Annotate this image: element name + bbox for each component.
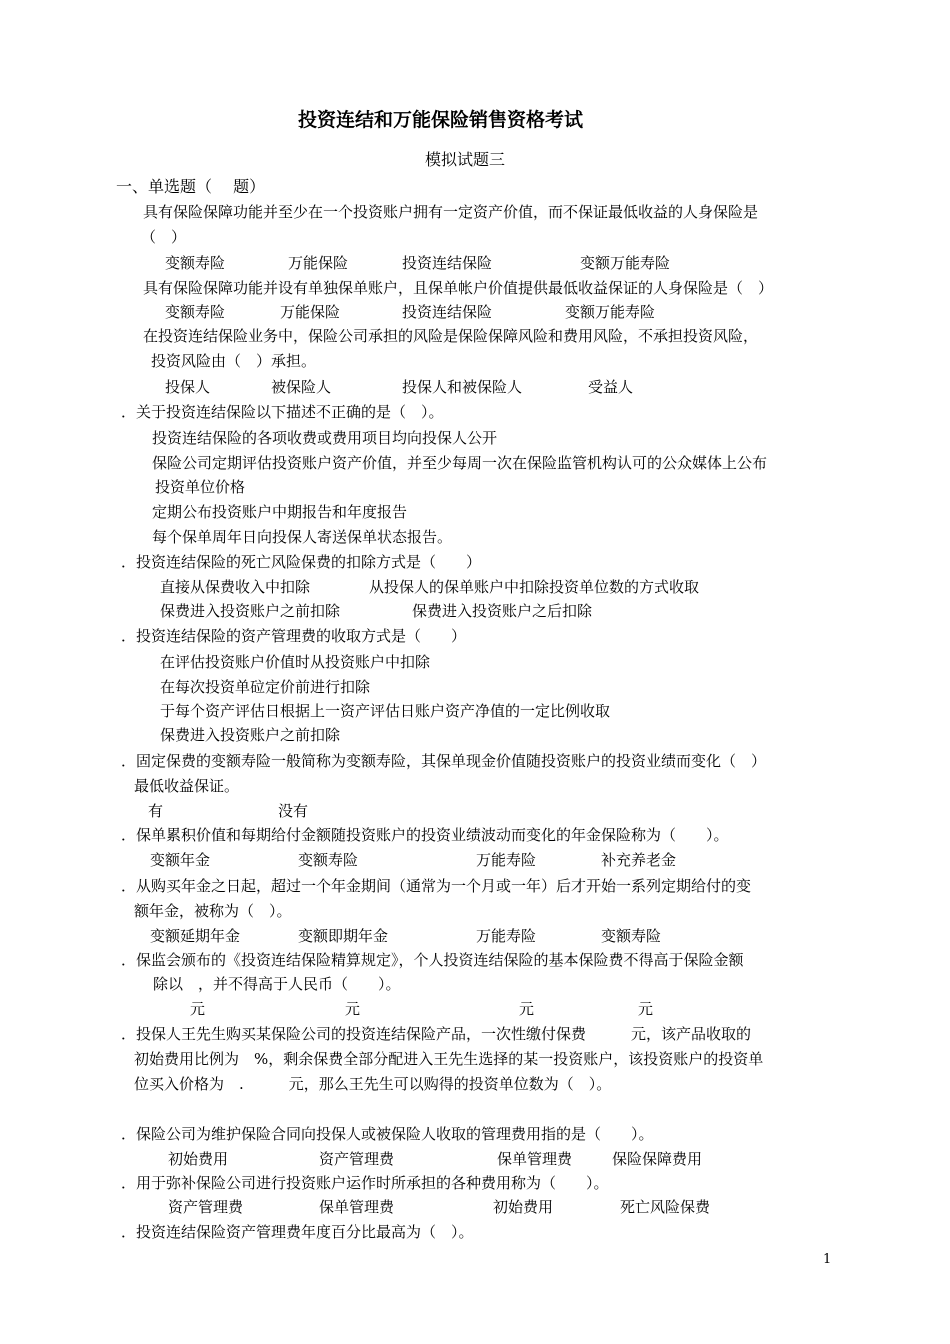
option-text: 资产管理费 xyxy=(319,1150,395,1168)
option-text: 投资连结保险 xyxy=(402,254,493,272)
page-number: 1 xyxy=(823,1252,832,1267)
question-text: ．投资连结保险的资产管理费的收取方式是（ ） xyxy=(121,627,467,645)
option-text: 投保人和被保险人 xyxy=(402,378,523,396)
option-text: 初始费用 xyxy=(168,1150,229,1168)
option-text: 直接从保费收入中扣除 xyxy=(160,578,311,596)
question-text: ．投保人王先生购买某保险公司的投资连结保险产品，一次性缴付保费 元，该产品收取的 xyxy=(121,1025,752,1043)
option-text: 没有 xyxy=(278,802,309,820)
question-text: ．固定保费的变额寿险一般简称为变额寿险，其保单现金价值随投资账户的投资业绩而变化（ ） xyxy=(121,752,767,770)
option-text: 保费进入投资账户之前扣除 xyxy=(160,602,341,620)
question-text: 位买入价格为 . 元，那么王先生可以购得的投资单位数为（ ）。 xyxy=(134,1075,612,1093)
option-text: 变额万能寿险 xyxy=(580,254,671,272)
option-text: 保单管理费 xyxy=(319,1198,395,1216)
option-text: 元 xyxy=(519,1000,535,1018)
question-text: ．投资连结保险的死亡风险保费的扣除方式是（ ） xyxy=(121,553,482,571)
option-text: 有 xyxy=(148,802,164,820)
option-text: 万能寿险 xyxy=(476,851,537,869)
option-text: 投资连结保险 xyxy=(402,303,493,321)
option-text: 保险公司定期评估投资账户资产价值，并至少每周一次在保险监管机构认可的公众媒体上公布 xyxy=(152,454,768,472)
question-text: 投资风险由（ ）承担。 xyxy=(151,352,317,370)
option-text: 补充养老金 xyxy=(601,851,677,869)
page-title: 投资连结和万能保险销售资格考试 xyxy=(298,109,584,131)
option-text: 每个保单周年日向投保人寄送保单状态报告。 xyxy=(152,528,453,546)
option-text: 被保险人 xyxy=(271,378,332,396)
option-text: 保险保障费用 xyxy=(612,1150,703,1168)
question-text: 额年金，被称为（ ）。 xyxy=(134,902,292,920)
option-text: 万能保险 xyxy=(280,303,341,321)
option-text: 变额寿险 xyxy=(165,254,226,272)
option-text: 元 xyxy=(190,1000,206,1018)
page-subtitle: 模拟试题三 xyxy=(425,150,506,169)
option-text: 元 xyxy=(638,1000,654,1018)
question-text: 初始费用比例为 %，剩余保费全部分配进入王先生选择的某一投资账户，该投资账户的投资单 xyxy=(134,1050,764,1068)
option-text: 从投保人的保单账户中扣除投资单位数的方式收取 xyxy=(369,578,700,596)
option-text: 变额寿险 xyxy=(601,927,662,945)
option-text: 受益人 xyxy=(588,378,634,396)
question-text: ．保单累积价值和每期给付金额随投资账户的投资业绩波动而变化的年金保险称为（ ）。 xyxy=(121,826,729,844)
option-text: 资产管理费 xyxy=(168,1198,244,1216)
option-text: 变额延期年金 xyxy=(150,927,241,945)
option-text: 保费进入投资账户之后扣除 xyxy=(412,602,593,620)
question-text: （ ） xyxy=(141,228,187,246)
option-text: 定期公布投资账户中期报告和年度报告 xyxy=(152,503,408,521)
section-header: 一、单选题（ 题） xyxy=(116,177,266,196)
question-text: 除以 ，并不得高于人民币（ ）。 xyxy=(153,975,401,993)
option-text: 变额寿险 xyxy=(165,303,226,321)
option-text: 保单管理费 xyxy=(497,1150,573,1168)
question-text: 具有保险保障功能并至少在一个投资账户拥有一定资产价值，而不保证最低收益的人身保险是 xyxy=(143,203,759,221)
option-text: 变额万能寿险 xyxy=(565,303,656,321)
question-text: ．投资连结保险资产管理费年度百分比最高为（ ）。 xyxy=(121,1223,474,1241)
question-text: ．用于弥补保险公司进行投资账户运作时所承担的各种费用称为（ ）。 xyxy=(121,1174,609,1192)
option-text: 初始费用 xyxy=(493,1198,554,1216)
option-text: 变额寿险 xyxy=(298,851,359,869)
question-text: ．从购买年金之日起，超过一个年金期间（通常为一个月或一年）后才开始一系列定期给付的变 xyxy=(121,877,752,895)
option-text: 投资连结保险的各项收费或费用项目均向投保人公开 xyxy=(152,429,498,447)
option-text: 保费进入投资账户之前扣除 xyxy=(160,726,341,744)
option-text: 在每次投资单砬定价前进行扣除 xyxy=(160,678,371,696)
option-text: 在评估投资账户价值时从投资账户中扣除 xyxy=(160,653,431,671)
question-text: 在投资连结保险业务中，保险公司承担的风险是保险保障风险和费用风险，不承担投资风险， xyxy=(143,327,759,345)
question-text: ．保监会颁布的《投资连结保险精算规定》，个人投资连结保险的基本保险费不得高于保险金额 xyxy=(121,951,744,969)
option-text: 投资单位价格 xyxy=(155,478,246,496)
option-text: 元 xyxy=(345,1000,361,1018)
option-text: 万能寿险 xyxy=(476,927,537,945)
question-text: 最低收益保证。 xyxy=(134,777,240,795)
option-text: 变额年金 xyxy=(150,851,211,869)
option-text: 万能保险 xyxy=(288,254,349,272)
question-text: ．关于投资连结保险以下描述不正确的是（ ）。 xyxy=(121,403,444,421)
option-text: 变额即期年金 xyxy=(298,927,389,945)
question-text: ．保险公司为维护保险合同向投保人或被保险人收取的管理费用指的是（ ）。 xyxy=(121,1125,654,1143)
option-text: 于每个资产评估日根据上一资产评估日账户资产净值的一定比例收取 xyxy=(160,702,611,720)
question-text: 具有保险保障功能并设有单独保单账户，且保单帐户价值提供最低收益保证的人身保险是（ ） xyxy=(143,279,774,297)
option-text: 死亡风险保费 xyxy=(620,1198,711,1216)
option-text: 投保人 xyxy=(165,378,211,396)
